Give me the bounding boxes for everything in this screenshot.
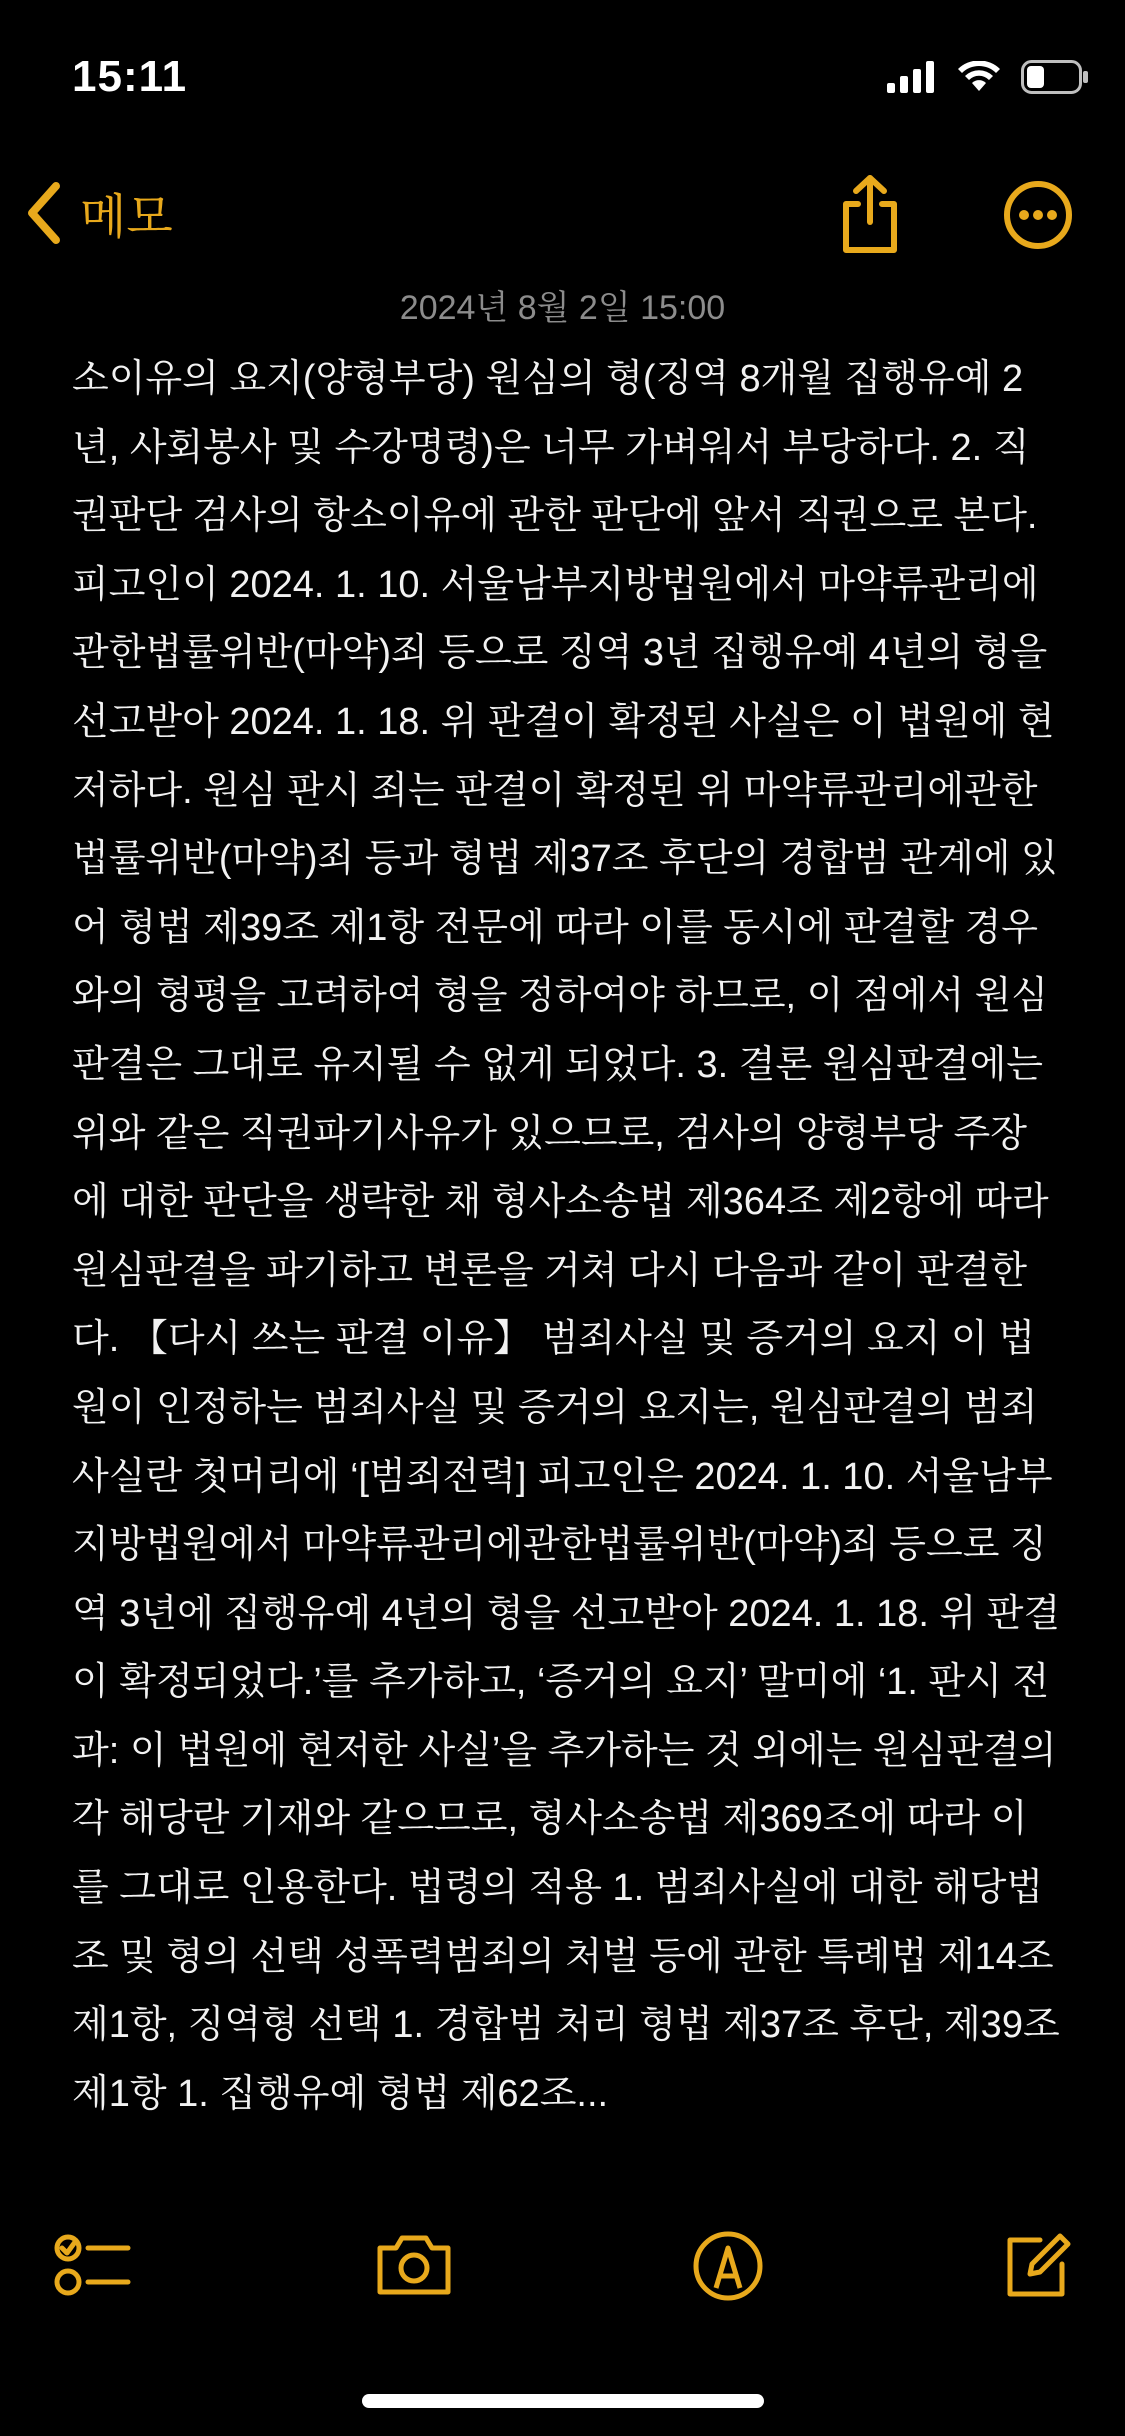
wifi-icon xyxy=(957,61,1001,93)
back-label: 메모 xyxy=(80,191,173,244)
camera-icon[interactable] xyxy=(374,2230,454,2298)
ellipsis-circle-icon[interactable] xyxy=(1003,180,1073,250)
share-icon[interactable] xyxy=(838,174,902,254)
checklist-icon[interactable] xyxy=(52,2230,132,2302)
nav-bar xyxy=(0,160,1125,270)
home-indicator[interactable] xyxy=(362,2394,764,2408)
battery-icon xyxy=(1021,60,1089,94)
cellular-signal-icon xyxy=(887,61,937,93)
note-date: 2024년 8월 2일 15:00 xyxy=(399,289,726,327)
bottom-toolbar xyxy=(0,2210,1125,2330)
chevron-left-icon xyxy=(24,180,64,246)
compose-icon[interactable] xyxy=(1000,2230,1072,2302)
markup-pen-icon[interactable] xyxy=(692,2230,764,2302)
status-time: 15:11 xyxy=(72,52,188,101)
status-icons xyxy=(887,60,1089,94)
note-body-text[interactable]: 소이유의 요지(양형부당) 원심의 형(징역 8개월 집행유예 2년, 사회봉사 및 수강명령)은 너무 가벼워서 부당하다. 2. 직권판단 검사의 항소이유에 관한 판단에 앞서 직권으로 본다. 피고인이 2024. 1. 10. 서울남부지방법원에서 마약류관리에관한법률위반(마약)죄 등으로 징역 3년 집행유예 4년의 형을 선고받아 2024. 1. 18. 위 판결이 확정된 사실은 이 법원에 현저하다. 원심 판시 죄는 판결이 확정된 위 마약류관리에관한법률위반(마약)죄 등과 형법 제37조 후단의 경합범 관계에 있어 형법 제39조 제1항 전문에 따라 이를 동시에 판결할 경우와의 형평을 고려하여 형을 정하여야 하므로, 이 점에서 원심판결은 그대로 유지될 수 없게 되었다. 3. 결론 원심판결에는 위와 같은 직권파기사유가 있으므로, 검사의 양형부당 주장에 대한 판단을 생략한 채 형사소송법 제364조 제2항에 따라 원심판결을 파기하고 변론을 거쳐 다시 다음과 같이 판결한다. 【다시 쓰는 판결 이유】 범죄사실 및 증거의 요지 이 법원이 인정하는 범죄사실 및 증거의 요지는, 원심판결의 범죄사실란 첫머리에 ‘[범죄전력] 피고인은 2024. 1. 10. 서울남부지방법원에서 마약류관리에관한법률위반(마약)죄 등으로 징역 3년에 집행유예 4년의 형을 선고받아 2024. 1. 18. 위 판결이 확정되었다.’를 추가하고, ‘증거의 요지’ 말미에 ‘1. 판시 전과: 이 법원에 현저한 사실’을 추가하는 것 외에는 원심판결의 각 해당란 기재와 같으므로, 형사소송법 제369조에 따라 이를 그대로 인용한다. 법령의 적용 1. 범죄사실에 대한 해당법조 및 형의 선택 성폭력범죄의 처벌 등에 관한 특례법 제14조 제1항, 징역형 선택 1. 경합범 처리 형법 제37조 후단, 제39조 제1항 1. 집행유예 형법 제62조... xyxy=(72,358,1061,2115)
status-bar xyxy=(0,0,1125,150)
back-button[interactable] xyxy=(24,178,173,247)
